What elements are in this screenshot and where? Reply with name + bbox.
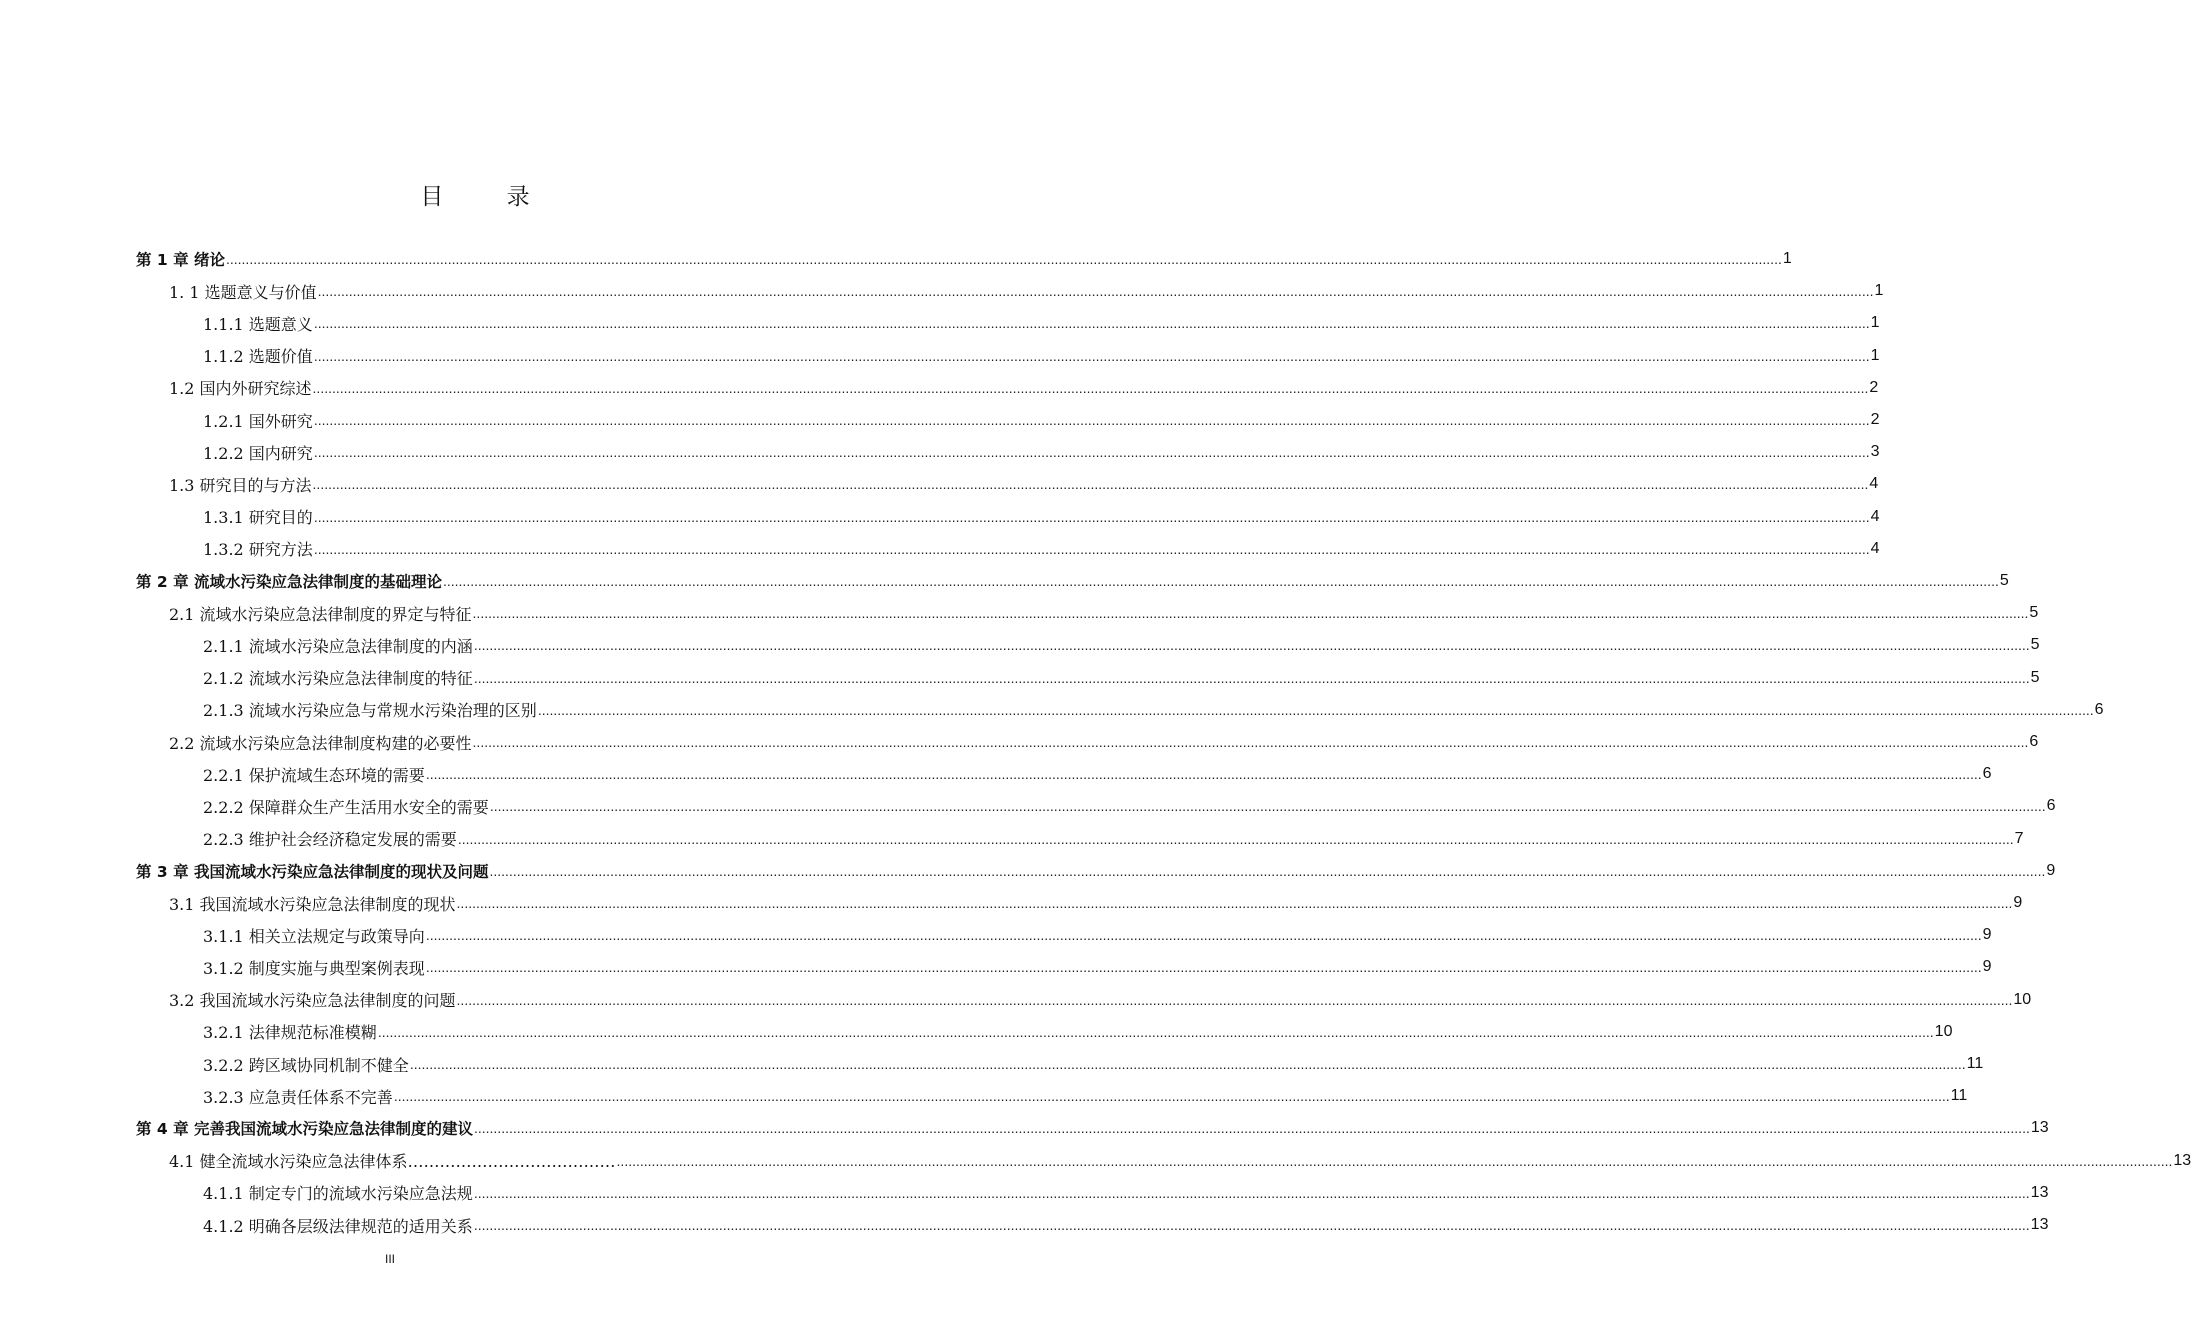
toc-entry-level-1[interactable] — [136, 1113, 2049, 1143]
toc-entry-page: 4 — [1869, 475, 1879, 493]
toc-entry-level-2[interactable] — [169, 598, 2039, 628]
toc-entry-level-3[interactable] — [203, 630, 2040, 660]
toc-entry-label: 1.2.2 国内研究 — [203, 443, 313, 463]
toc-entry-level-2[interactable] — [169, 888, 2023, 918]
toc-entry-label: 3.1.2 制度实施与典型案例表现 — [203, 958, 425, 978]
dot-leader: ................................................................................................................................................................................................................................................................................................................................................................................................................ — [313, 412, 1870, 428]
dot-leader: ................................................................................................................................................................................................................................................................................................................................................................................................................ — [313, 347, 1870, 364]
toc-entry-label: 2.2.1 保护流域生态环境的需要 — [203, 765, 425, 785]
toc-entry-label: 2.1.2 流域水污染应急法律制度的特征 — [203, 669, 473, 689]
toc-entry-page: 11 — [1966, 1055, 1984, 1072]
toc-entry-page: 5 — [2030, 668, 2040, 686]
toc-entry-page: 2 — [1869, 378, 1879, 396]
toc-entry-page: 6 — [2029, 733, 2039, 750]
toc-entry-page: 2 — [1870, 411, 1880, 428]
dot-leader: ................................................................................................................................................................................................................................................................................................................................................................................................................ — [317, 283, 1874, 300]
toc-entry-page: 1 — [1870, 346, 1880, 364]
toc-entry-page: 4 — [1870, 507, 1880, 525]
toc-entry-level-2[interactable] — [169, 1146, 2191, 1176]
toc-entry-label: 第 4 章 完善我国流域水污染应急法律制度的建议 — [136, 1120, 473, 1139]
toc-entry-page: 6 — [2094, 700, 2104, 718]
toc-entry-level-3[interactable] — [203, 759, 1992, 789]
dot-leader: ................................................................................................................................................................................................................................................................................................................................................................................................................ — [312, 379, 1869, 396]
toc-entry-label: 2.2.3 维护社会经济稳定发展的需要 — [203, 830, 457, 850]
toc-entry-level-3[interactable] — [203, 437, 1880, 467]
dot-leader: ................................................................................................................................................................................................................................................................................................................................................................................................................ — [313, 508, 1870, 525]
toc-entry-level-2[interactable] — [169, 373, 1879, 403]
toc-entry-label: 1.2 国内外研究综述 — [169, 379, 312, 399]
toc-entry-level-2[interactable] — [169, 985, 2032, 1015]
toc-entry-level-3[interactable] — [203, 824, 2024, 854]
dot-leader: ................................................................................................................................................................................................................................................................................................................................................................................................................ — [616, 1152, 2173, 1169]
dot-leader: ................................................................................................................................................................................................................................................................................................................................................................................................................ — [313, 315, 1870, 332]
toc-entry-page: 13 — [2030, 1119, 2049, 1137]
dot-leader: ................................................................................................................................................................................................................................................................................................................................................................................................................ — [537, 701, 2094, 718]
toc-entry-page: 13 — [2030, 1216, 2049, 1233]
toc-entry-label: 1.1.2 选题价值 — [203, 347, 313, 367]
dot-leader: ................................................................................................................................................................................................................................................................................................................................................................................................................ — [473, 1120, 2030, 1137]
dot-leader: ................................................................................................................................................................................................................................................................................................................................................................................................................ — [425, 959, 1982, 976]
toc-entry-level-3[interactable] — [203, 502, 1880, 532]
toc-entry-label: 3.2 我国流域水污染应急法律制度的问题 — [169, 991, 456, 1011]
dot-leader: ................................................................................................................................................................................................................................................................................................................................................................................................................ — [456, 991, 2013, 1008]
toc-entry-label: 1. 1 选题意义与价值 — [169, 282, 317, 302]
toc-entry-label: 3.2.3 应急责任体系不完善 — [203, 1087, 393, 1107]
toc-entry-label: 3.2.2 跨区域协同机制不健全 — [203, 1055, 409, 1075]
toc-entry-page: 1 — [1870, 314, 1880, 332]
toc-entry-level-3[interactable] — [203, 952, 1992, 982]
dot-leader: ................................................................................................................................................................................................................................................................................................................................................................................................................ — [456, 895, 2013, 911]
toc-entry-level-3[interactable] — [203, 791, 2056, 821]
dot-leader: ................................................................................................................................................................................................................................................................................................................................................................................................................ — [473, 669, 2030, 686]
toc-entry-level-3[interactable] — [203, 695, 2104, 725]
toc-entry-level-1[interactable] — [136, 566, 2009, 596]
toc-entry-label: 4.1 健全流域水污染应急法律体系………………………………… — [169, 1152, 616, 1172]
toc-entry-page: 9 — [2046, 861, 2056, 879]
toc-entry-page: 9 — [1982, 926, 1992, 944]
toc-entry-level-3[interactable] — [203, 1049, 1984, 1079]
toc-entry-page: 4 — [1870, 539, 1880, 557]
dot-leader: ................................................................................................................................................................................................................................................................................................................................................................................................................ — [425, 927, 1982, 944]
toc-entry-label: 1.3.1 研究目的 — [203, 508, 313, 528]
toc-entry-level-2[interactable] — [169, 469, 1879, 499]
dot-leader: ................................................................................................................................................................................................................................................................................................................................................................................................................ — [457, 830, 2014, 847]
dot-leader: ................................................................................................................................................................................................................................................................................................................................................................................................................ — [473, 637, 2030, 654]
dot-leader: ................................................................................................................................................................................................................................................................................................................................................................................................................ — [489, 862, 2046, 879]
toc-entry-label: 2.1.1 流域水污染应急法律制度的内涵 — [203, 636, 473, 656]
toc-entry-level-3[interactable] — [203, 1178, 2049, 1208]
toc-entry-page: 6 — [1982, 765, 1992, 783]
toc-entry-label: 1.3.2 研究方法 — [203, 540, 313, 560]
toc-entry-label: 第 1 章 绪论 — [136, 251, 225, 269]
toc-entry-page: 13 — [2173, 1151, 2191, 1169]
toc-entry-page: 10 — [2013, 990, 2032, 1008]
toc-entry-page: 7 — [2014, 829, 2024, 847]
dot-leader: ................................................................................................................................................................................................................................................................................................................................................................................................................ — [472, 605, 2029, 622]
toc-entry-label: 2.1 流域水污染应急法律制度的界定与特征 — [169, 604, 472, 624]
toc-entry-page: 13 — [2030, 1183, 2049, 1201]
toc-entry-label: 4.1.2 明确各层级法律规范的适用关系 — [203, 1216, 473, 1236]
toc-entry-label: 3.2.1 法律规范标准模糊 — [203, 1023, 377, 1043]
toc-entry-level-3[interactable] — [203, 308, 1880, 338]
dot-leader: ................................................................................................................................................................................................................................................................................................................................................................................................................ — [393, 1088, 1950, 1105]
toc-entry-level-3[interactable] — [203, 663, 2040, 693]
toc-entry-label: 4.1.1 制定专门的流域水污染应急法规 — [203, 1184, 473, 1204]
page-title: 目 录 — [420, 184, 558, 210]
toc-entry-page: 3 — [1870, 443, 1880, 461]
dot-leader: ................................................................................................................................................................................................................................................................................................................................................................................................................ — [225, 251, 1782, 267]
toc-entry-label: 3.1 我国流域水污染应急法律制度的现状 — [169, 894, 456, 914]
dot-leader: ................................................................................................................................................................................................................................................................................................................................................................................................................ — [313, 540, 1870, 557]
toc-entry-level-2[interactable] — [169, 727, 2039, 757]
toc-entry-page: 9 — [2013, 894, 2023, 911]
toc-entry-level-3[interactable] — [203, 1210, 2049, 1240]
toc-entry-level-3[interactable] — [203, 1081, 1968, 1111]
dot-leader: ................................................................................................................................................................................................................................................................................................................................................................................................................ — [313, 444, 1870, 461]
toc-entry-level-3[interactable] — [203, 1017, 1953, 1047]
toc-entry-label: 第 2 章 流域水污染应急法律制度的基础理论 — [136, 573, 442, 591]
toc-entry-page: 1 — [1782, 250, 1792, 267]
toc-entry-level-3[interactable] — [203, 534, 1880, 564]
toc-entry-page: 9 — [1982, 958, 1992, 976]
toc-entry-level-3[interactable] — [203, 341, 1880, 371]
toc-entry-label: 第 3 章 我国流域水污染应急法律制度的现状及问题 — [136, 862, 489, 881]
dot-leader: ................................................................................................................................................................................................................................................................................................................................................................................................................ — [472, 734, 2029, 750]
toc-entry-page: 5 — [2030, 636, 2040, 654]
dot-leader: ................................................................................................................................................................................................................................................................................................................................................................................................................ — [489, 798, 2046, 815]
dot-leader: ................................................................................................................................................................................................................................................................................................................................................................................................................ — [442, 573, 1999, 589]
dot-leader: ................................................................................................................................................................................................................................................................................................................................................................................................................ — [425, 766, 1982, 783]
toc-entry-level-3[interactable] — [203, 405, 1880, 435]
toc-entry-page: 6 — [2046, 797, 2056, 815]
toc-entry-level-3[interactable] — [203, 920, 1992, 950]
dot-leader: ................................................................................................................................................................................................................................................................................................................................................................................................................ — [377, 1023, 1934, 1040]
page-number-footer: III — [384, 1252, 395, 1266]
toc-entry-label: 3.1.1 相关立法规定与政策导向 — [203, 926, 425, 946]
toc-entry-level-2[interactable] — [169, 276, 1884, 306]
toc-entry-level-1[interactable] — [136, 244, 1792, 274]
toc-entry-label: 1.2.1 国外研究 — [203, 411, 313, 431]
toc-entry-label: 1.1.1 选题意义 — [203, 314, 313, 334]
toc-entry-page: 1 — [1874, 282, 1884, 300]
toc-entry-page: 5 — [2029, 604, 2039, 622]
toc-entry-label: 1.3 研究目的与方法 — [169, 475, 312, 495]
dot-leader: ................................................................................................................................................................................................................................................................................................................................................................................................................ — [473, 1184, 2030, 1201]
dot-leader: ................................................................................................................................................................................................................................................................................................................................................................................................................ — [409, 1056, 1966, 1072]
toc-entry-label: 2.2.2 保障群众生产生活用水安全的需要 — [203, 797, 489, 817]
dot-leader: ................................................................................................................................................................................................................................................................................................................................................................................................................ — [312, 476, 1869, 493]
toc-entry-page: 5 — [1999, 572, 2009, 589]
dot-leader: ................................................................................................................................................................................................................................................................................................................................................................................................................ — [473, 1217, 2030, 1233]
toc-entry-page: 11 — [1950, 1087, 1968, 1105]
toc-entry-level-1[interactable] — [136, 856, 2056, 886]
toc-entry-page: 10 — [1934, 1022, 1953, 1040]
toc-entry-label: 2.1.3 流域水污染应急与常规水污染治理的区别 — [203, 701, 537, 721]
toc-entry-label: 2.2 流域水污染应急法律制度构建的必要性 — [169, 733, 472, 753]
